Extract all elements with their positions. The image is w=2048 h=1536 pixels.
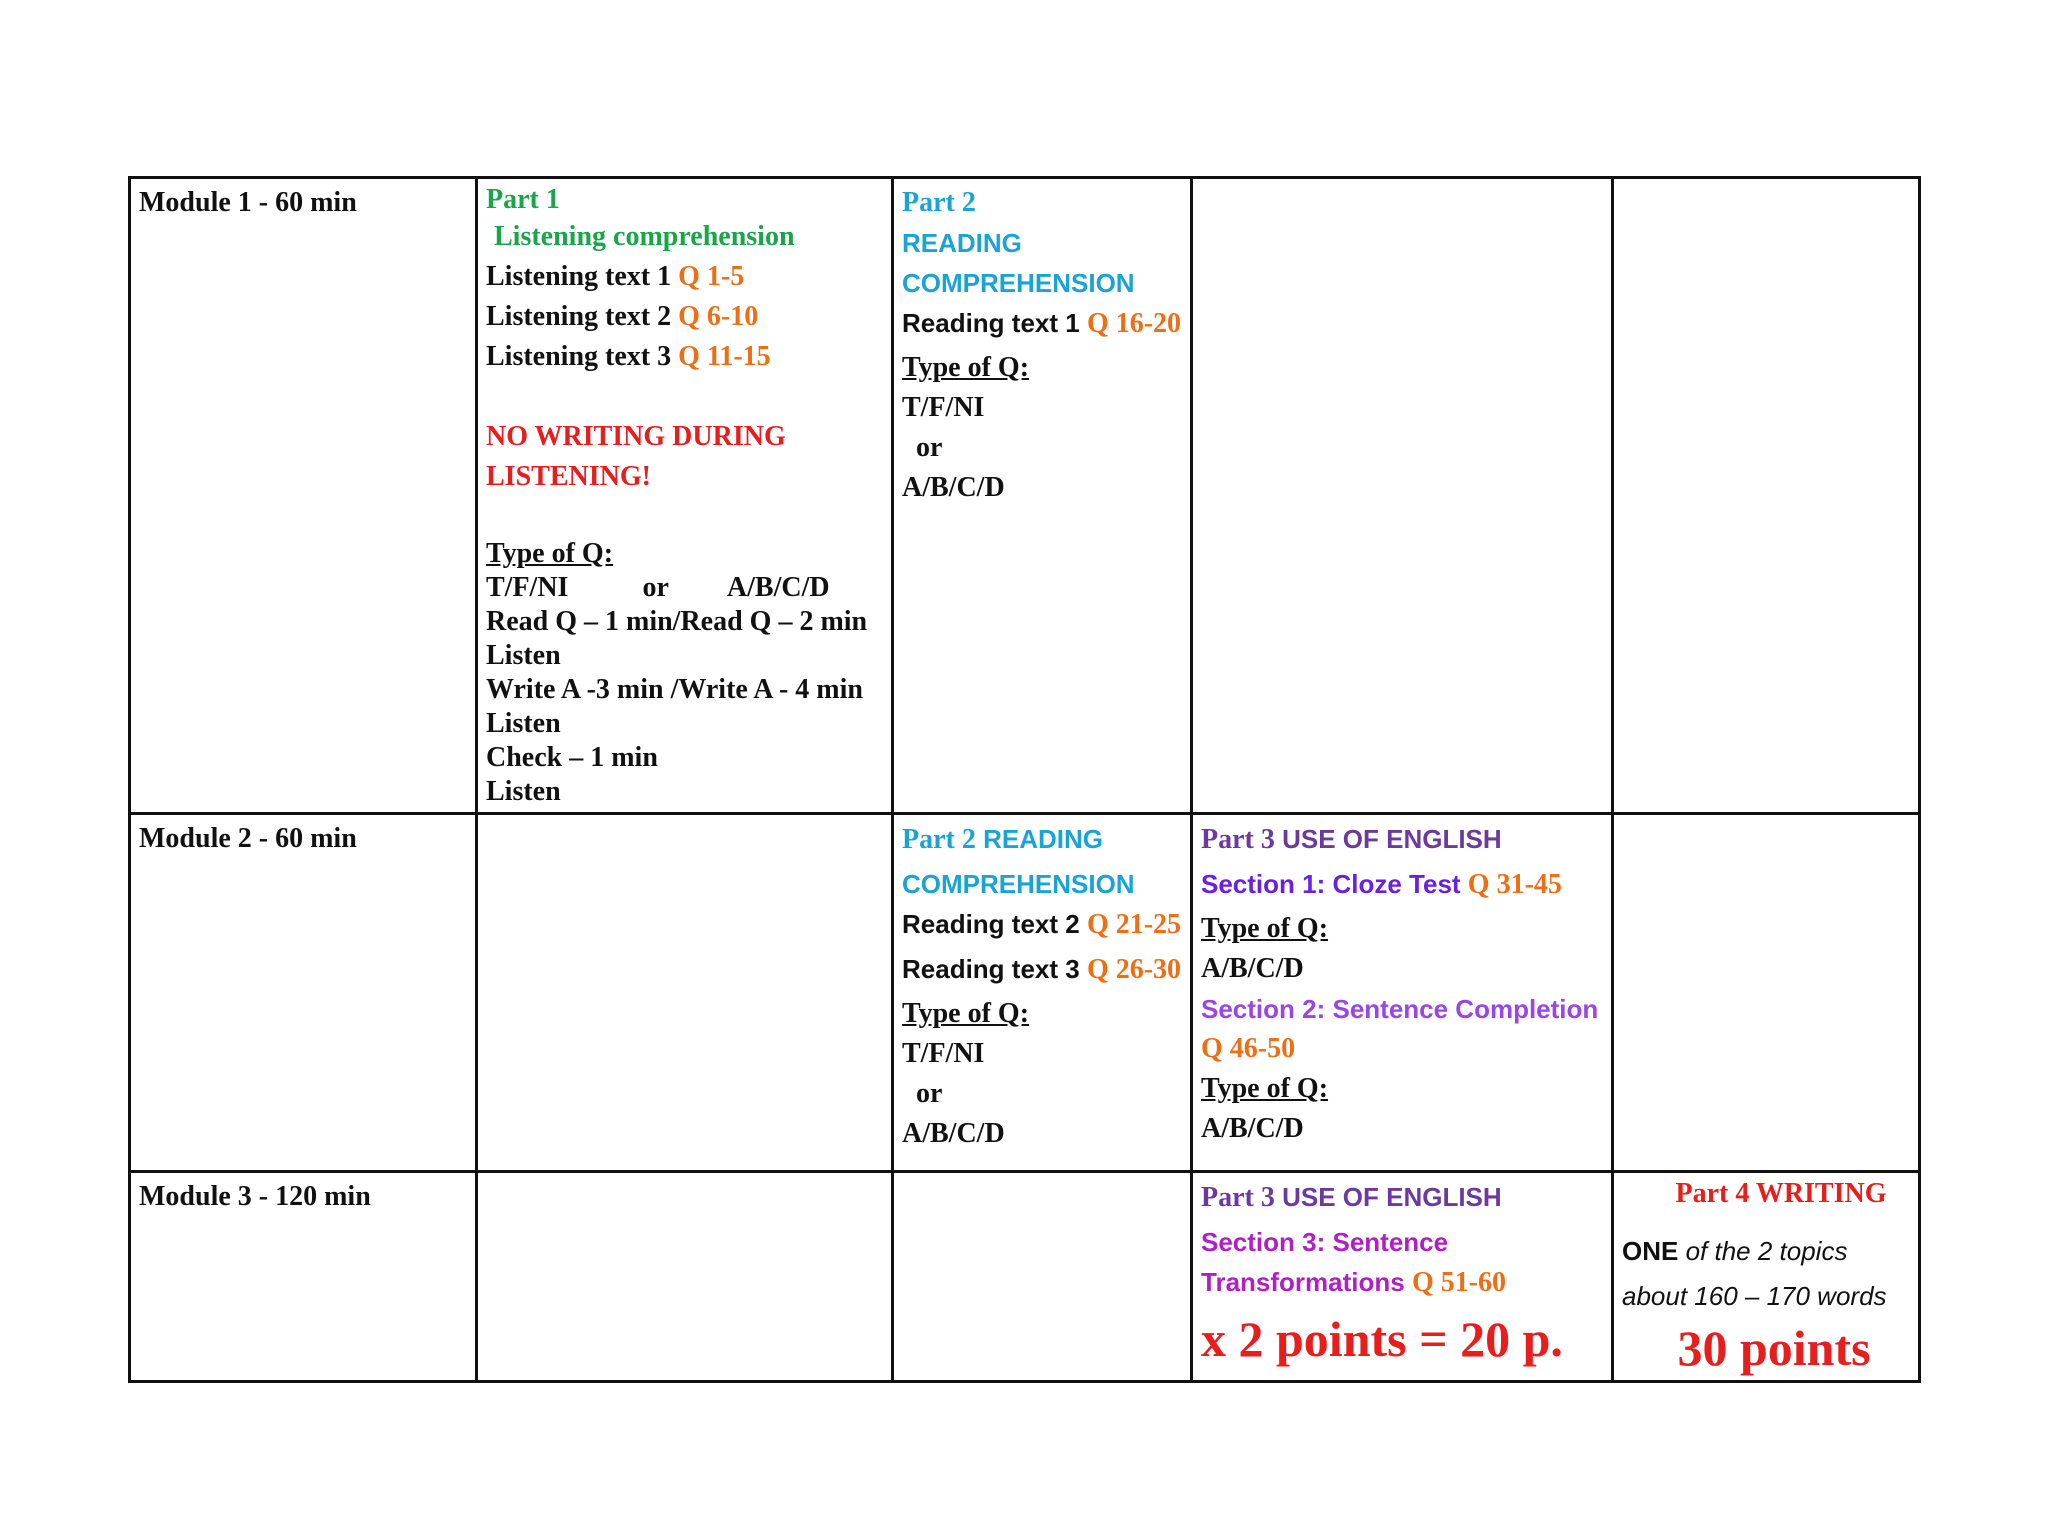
- part2-type-b: A/B/C/D: [902, 472, 1005, 503]
- reading-text-2-q: Q 21-25: [1086, 909, 1182, 940]
- section-3-transformations: Transformations: [1201, 1267, 1412, 1297]
- m2-part3-title-rest: USE OF ENGLISH: [1274, 824, 1502, 854]
- part2-type-or: or: [916, 432, 943, 463]
- module-2-empty-cell-2: [477, 814, 893, 1172]
- listening-text-1-q: Q 1-5: [678, 261, 745, 292]
- m2-part2-title-rest: READING: [975, 824, 1103, 854]
- module-1-row: [130, 178, 1920, 814]
- m2-part2-title: [902, 819, 1182, 864]
- reading-text-2: [902, 904, 1182, 949]
- module-1-part2-cell: [893, 178, 1192, 814]
- listening-text-2-q: Q 6-10: [678, 301, 759, 332]
- module-2-part2-cell: [893, 814, 1192, 1172]
- part2-subtitle-line2: COMPREHENSION: [902, 268, 1135, 298]
- section-2-label: Section 2: Sentence Completion: [1201, 994, 1599, 1024]
- module-3-empty-cell-2: [477, 1172, 893, 1382]
- listening-text-2-label: Listening text 2: [486, 301, 679, 332]
- part2-title: Part 2: [902, 187, 976, 218]
- module-1-empty-cell-4: [1192, 178, 1613, 814]
- section-1-type: A/B/C/D: [1201, 953, 1304, 984]
- exam-structure-table: [128, 176, 1921, 1383]
- section-1-cloze: [1201, 864, 1603, 909]
- m3-part3-title-rest: USE OF ENGLISH: [1274, 1182, 1502, 1212]
- module-3-part3-cell: [1192, 1172, 1613, 1382]
- section-3-q: Q 51-60: [1411, 1267, 1507, 1298]
- section-2-type: A/B/C/D: [1201, 1113, 1304, 1144]
- m2-part2-subtitle: COMPREHENSION: [902, 869, 1135, 899]
- part4-points: 30 points: [1677, 1320, 1871, 1376]
- module-1-label: Module 1 - 60 min: [139, 187, 357, 218]
- part1-step-4: Listen: [486, 708, 561, 739]
- part4-words: about 160 – 170 words: [1622, 1281, 1887, 1311]
- listening-text-1-label: Listening text 1: [486, 261, 679, 292]
- module-1-part1-cell: [477, 178, 893, 814]
- reading-text-1-label: Reading text 1: [902, 308, 1087, 338]
- part1-step-3: Write A -3 min /Write A - 4 min: [486, 674, 863, 705]
- module-2-label-cell: [130, 814, 477, 1172]
- m2-part2-type-b: A/B/C/D: [902, 1118, 1005, 1149]
- listening-text-3-label: Listening text 3: [486, 341, 679, 372]
- part1-type-label: Type of Q:: [486, 538, 614, 569]
- part3-points: x 2 points = 20 p.: [1201, 1311, 1563, 1367]
- reading-text-1-q: Q 16-20: [1086, 308, 1182, 339]
- m2-part2-type-or: or: [916, 1078, 943, 1109]
- part1-step-6: Listen: [486, 776, 561, 807]
- section-1-type-label: Type of Q:: [1201, 913, 1329, 944]
- m2-part2-type-a: T/F/NI: [902, 1038, 985, 1069]
- m2-part2-type-label: Type of Q:: [902, 998, 1030, 1029]
- part1-type-a: T/F/NI: [486, 572, 569, 603]
- listening-text-3-q: Q 11-15: [678, 341, 771, 372]
- module-2-label: Module 2 - 60 min: [139, 823, 357, 854]
- module-3-row: [130, 1172, 1920, 1382]
- module-3-label-cell: [130, 1172, 477, 1382]
- part4-one: ONE: [1622, 1236, 1679, 1266]
- section-2-q: Q 46-50: [1201, 1033, 1296, 1064]
- m3-part3-title-part: Part 3: [1201, 1182, 1275, 1213]
- part1-type-b: A/B/C/D: [726, 572, 830, 603]
- part1-step-1: Read Q – 1 min/Read Q – 2 min: [486, 606, 868, 637]
- part4-title: Part 4 WRITING: [1675, 1178, 1887, 1209]
- section-1-q: Q 31-45: [1467, 869, 1562, 900]
- part1-step-5: Check – 1 min: [486, 742, 658, 773]
- part1-type-or: or: [642, 572, 669, 603]
- module-3-part4-cell: [1613, 1172, 1920, 1382]
- part1-subtitle: Listening comprehension: [494, 221, 795, 252]
- m2-part2-title-part: Part 2: [902, 824, 976, 855]
- reading-text-3: [902, 949, 1182, 994]
- section-1-label: Section 1: Cloze Test: [1201, 869, 1468, 899]
- no-writing-warning-line2: LISTENING!: [486, 461, 651, 492]
- module-3-empty-cell-3: [893, 1172, 1192, 1382]
- section-3-line1: Section 3: Sentence: [1201, 1227, 1449, 1257]
- reading-text-3-q: Q 26-30: [1086, 954, 1182, 985]
- m2-part3-title: [1201, 819, 1603, 864]
- listening-text-3: [486, 337, 883, 377]
- part1-type-options: [486, 571, 883, 605]
- no-writing-warning-line1: NO WRITING DURING: [486, 421, 786, 452]
- reading-text-3-label: Reading text 3: [902, 954, 1087, 984]
- part4-topics: [1622, 1231, 1910, 1276]
- reading-text-2-label: Reading text 2: [902, 909, 1087, 939]
- part2-subtitle-line1: READING: [902, 228, 1022, 258]
- part2-type-a: T/F/NI: [902, 392, 985, 423]
- module-1-empty-cell-5: [1613, 178, 1920, 814]
- reading-text-1: [902, 303, 1182, 348]
- part2-type-label: Type of Q:: [902, 352, 1030, 383]
- listening-text-2: [486, 297, 883, 337]
- m3-part3-title: [1201, 1177, 1603, 1222]
- part1-title: Part 1: [486, 184, 560, 215]
- module-2-part3-cell: [1192, 814, 1613, 1172]
- listening-text-1: [486, 257, 883, 297]
- m2-part3-title-part: Part 3: [1201, 824, 1275, 855]
- part1-step-2: Listen: [486, 640, 561, 671]
- module-1-label-cell: [130, 178, 477, 814]
- section-2-type-label: Type of Q:: [1201, 1073, 1329, 1104]
- module-3-label: Module 3 - 120 min: [139, 1181, 371, 1212]
- section-3-line2: [1201, 1262, 1603, 1307]
- part4-topics-text: of the 2 topics: [1678, 1236, 1848, 1266]
- module-2-row: [130, 814, 1920, 1172]
- module-2-empty-cell-5: [1613, 814, 1920, 1172]
